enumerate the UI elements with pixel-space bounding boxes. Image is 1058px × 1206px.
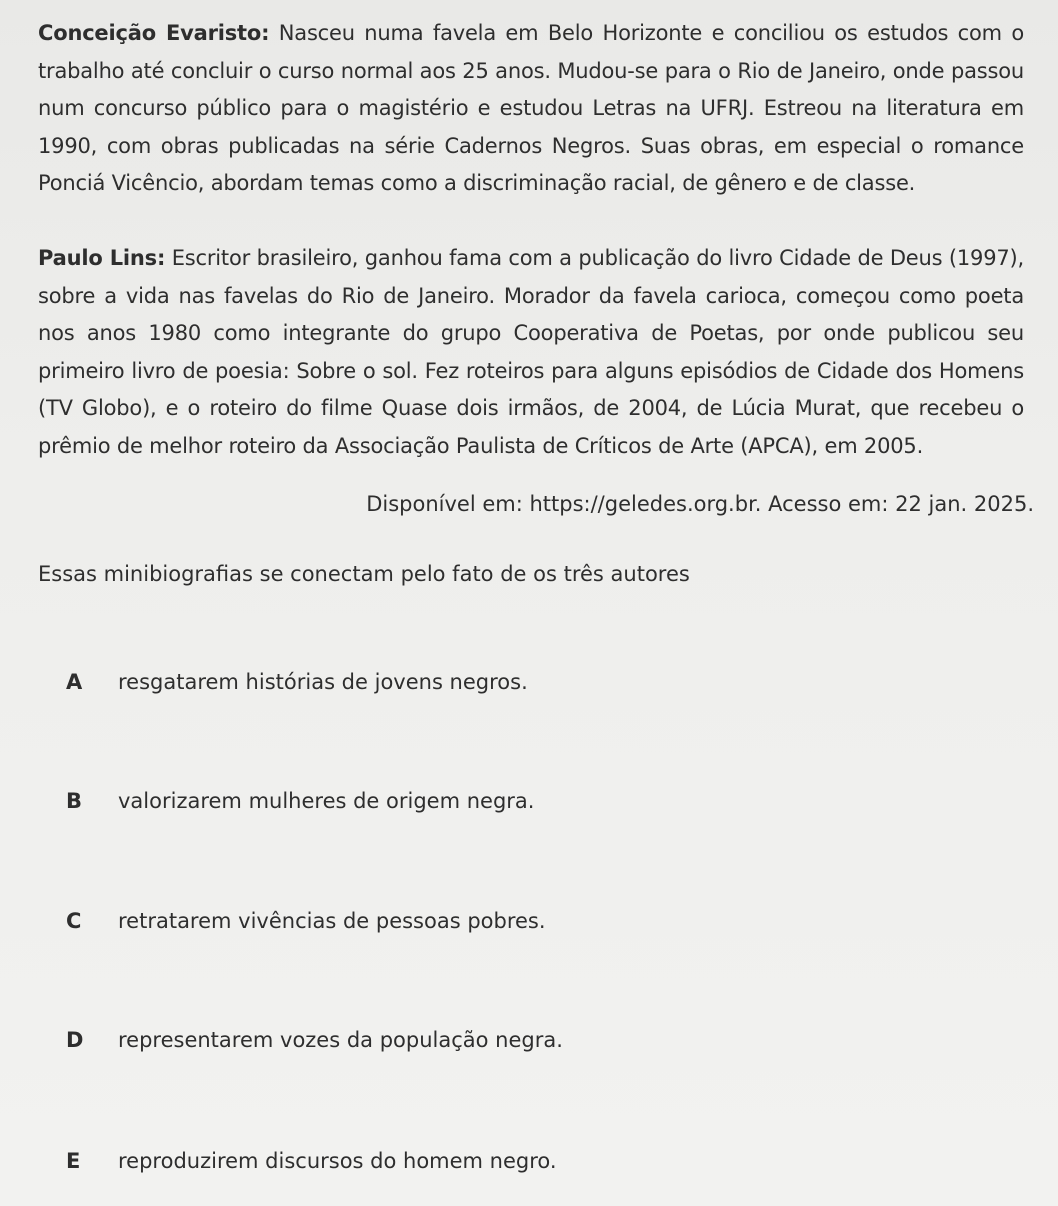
option-letter: E (66, 1149, 81, 1173)
answer-option-d[interactable] (66, 1020, 563, 1060)
bio-author-name: Conceição Evaristo: (38, 21, 270, 45)
bio-author-name: Paulo Lins: (38, 246, 166, 270)
option-text: resgatarem histórias de jovens negros. (118, 670, 528, 694)
bio-paragraph-conceicao-evaristo (38, 15, 1024, 203)
source-citation: Disponível em: https://geledes.org.br. Acesso em: 22 jan. 2025. (366, 492, 1034, 516)
answer-option-a[interactable] (66, 662, 528, 702)
answer-option-e[interactable] (66, 1141, 557, 1181)
option-text: representarem vozes da população negra. (118, 1028, 563, 1052)
option-letter: A (66, 670, 83, 694)
option-letter: B (66, 789, 83, 813)
answer-option-b[interactable] (66, 781, 534, 821)
option-text: retratarem vivências de pessoas pobres. (118, 909, 546, 933)
question-stem: Essas minibiografias se conectam pelo fato de os três autores (38, 562, 690, 586)
option-letter: C (66, 909, 82, 933)
bio-paragraph-paulo-lins (38, 240, 1024, 465)
bio-text: Nasceu numa favela em Belo Horizonte e conciliou os estudos com o trabalho até concluir o curso normal aos 25 anos. Mudou-se para o Rio de Janeiro, onde passou num concurso público para o magistério e estudou Letras na UFRJ. Estreou na literatura em 1990, com obras publicadas na série Cadernos Negros. Suas obras, em especial o romance Ponciá Vicêncio, abordam temas como a discriminação racial, de gênero e de classe. (38, 21, 1024, 195)
option-text: valorizarem mulheres de origem negra. (118, 789, 535, 813)
bio-text: Escritor brasileiro, ganhou fama com a publicação do livro Cidade de Deus (1997), sobre a vida nas favelas do Rio de Janeiro. Morador da favela carioca, começou como poeta nos anos 1980 como integrante do grupo Cooperativa de Poetas, por onde publicou seu primeiro livro de poesia: Sobre o sol. Fez roteiros para alguns episódios de Cidade dos Homens (TV Globo), e o roteiro do filme Quase dois irmãos, de 2004, de Lúcia Murat, que recebeu o prêmio de melhor roteiro da Associação Paulista de Críticos de Arte (APCA), em 2005. (38, 246, 1024, 458)
option-text: reproduzirem discursos do homem negro. (118, 1149, 557, 1173)
option-letter: D (66, 1028, 84, 1052)
answer-option-c[interactable] (66, 901, 546, 941)
